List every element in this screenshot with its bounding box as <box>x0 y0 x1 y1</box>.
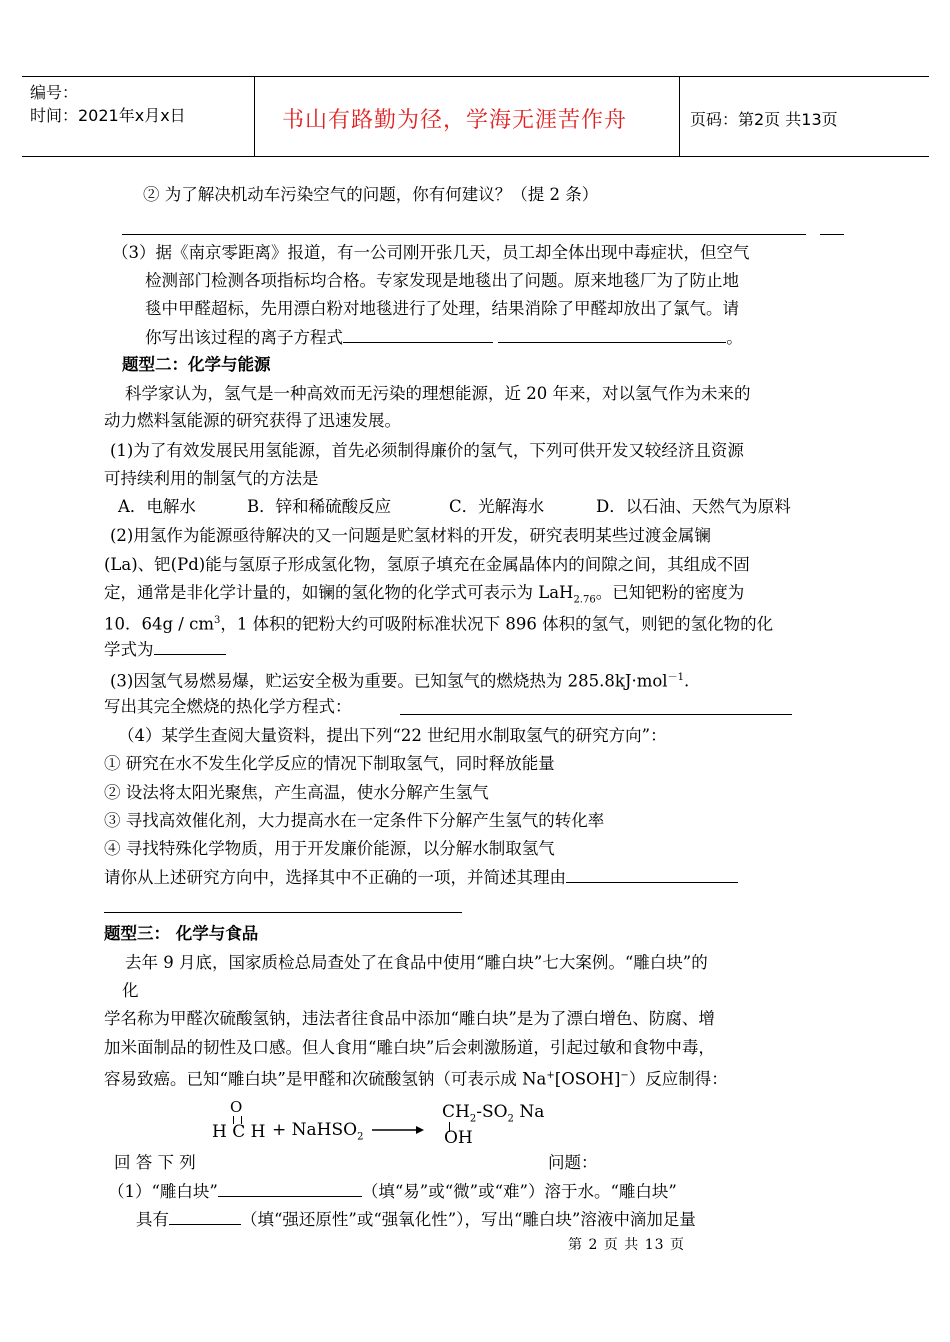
product-so: -SO <box>476 1102 508 1122</box>
fill-line-2-text: 具有 <box>136 1210 169 1229</box>
solubility-blank[interactable] <box>218 1180 362 1197</box>
product-na: Na <box>513 1102 545 1122</box>
q4-item-2: ② 设法将太阳光聚焦，产生高温，使水分解产生氢气 <box>104 783 489 802</box>
reason-blank-line-2[interactable] <box>104 912 462 913</box>
section-title-3: 题型三： 化学与食品 <box>104 924 259 943</box>
reaction-arrow-icon <box>372 1124 424 1136</box>
q2-line-c <box>104 582 744 611</box>
property-blank[interactable] <box>169 1208 241 1225</box>
thermo-equation-blank[interactable] <box>400 714 792 715</box>
product-ch-sub: 2 <box>469 1113 477 1125</box>
reagent-sub: 2 <box>357 1131 364 1143</box>
answer-prompt-right: 问题： <box>548 1153 598 1172</box>
equation-product-top <box>442 1102 544 1124</box>
p3-line-d <box>104 1065 728 1091</box>
fill-line-1 <box>108 1180 677 1203</box>
q3-heat-end: . <box>683 671 690 691</box>
q2-line-e <box>104 638 226 661</box>
q3-heat-line-b <box>104 696 352 718</box>
p1-line-a: 科学家认为，氢气是一种高效而无污染的理想能源，近 20 年来，对以氢气作为未来的 <box>125 384 751 403</box>
option-c: C．光解海水 <box>449 497 545 516</box>
q3-line-d-end: 。 <box>726 328 743 347</box>
p3-line-c: 加米面制品的韧性及口感。但人食用“雕白块”后会刺激肠道，引起过敏和食物中毒， <box>104 1038 715 1057</box>
header-top-rule <box>22 76 929 77</box>
q3-line-b: 检测部门检测各项指标均合格。专家发现是地毯出了问题。原来地毯厂为了防止地 <box>145 271 739 290</box>
q3-heat-b-text: 写出其完全燃烧的热化学方程式： <box>104 697 352 716</box>
q3-line-a: （3）据《南京零距离》报道，有一公司刚开张几天，员工却全体出现中毒症状，但空气 <box>112 243 750 262</box>
header-divider-left <box>254 76 255 156</box>
q3-line-c: 毯中甲醛超标，先用漂白粉对地毯进行了处理，结果消除了甲醛却放出了氯气。请 <box>145 299 739 318</box>
fill-line-2 <box>136 1208 696 1231</box>
q2-line-c-sub: 2.76 <box>573 594 596 606</box>
q2-line-a: (2)用氢作为能源亟待解决的又一问题是贮氢材料的开发，研究表明某些过渡金属镧 <box>110 526 711 545</box>
q4-item-1: ① 研究在水不发生化学反应的情况下制取氢气，同时释放能量 <box>104 754 555 773</box>
answer-prompt-left: 回 答 下 列 <box>114 1153 196 1172</box>
option-d: D．以石油、天然气为原料 <box>596 497 791 516</box>
fill-line-2-end: （填“强还原性”或“强氧化性”），写出“雕白块”溶液中滴加足量 <box>241 1210 696 1229</box>
option-a: A．电解水 <box>118 497 196 516</box>
q3-heat-sup: －1 <box>667 672 684 683</box>
q4-ask <box>104 866 738 889</box>
page-label: 页码：第2页 共13页 <box>690 110 838 129</box>
p3-line-d-text: 容易致癌。已知“雕白块”是甲醛和次硫酸氢钠（可表示成 Na <box>104 1069 547 1089</box>
q2-line-d-sup: 3 <box>214 615 221 626</box>
hydride-formula-blank[interactable] <box>154 638 226 655</box>
equation-o: O <box>230 1098 243 1116</box>
q4-item-3: ③ 寻找高效催化剂，大力提高水在一定条件下分解产生氢气的转化率 <box>104 811 605 830</box>
q3-line-d <box>145 326 743 349</box>
q2-line-e-text: 学式为 <box>104 640 154 659</box>
q2-line-c-end: 。已知钯粉的密度为 <box>595 583 745 602</box>
q4-ask-text: 请你从上述研究方向中，选择其中不正确的一项，并简述其理由 <box>104 868 566 887</box>
p3-line-a: 去年 9 月底，国家质检总局查处了在食品中使用“雕白块”七大案例。“雕白块”的 <box>125 953 708 972</box>
q4-item-4: ④ 寻找特殊化学物质，用于开发廉价能源，以分解水制取氢气 <box>104 839 555 858</box>
reagent-text: + NaHSO <box>272 1120 358 1140</box>
ionic-equation-blank-2[interactable] <box>498 326 726 343</box>
page-footer: 第 2 页 共 13 页 <box>568 1237 685 1253</box>
product-so-sub: 2 <box>507 1113 514 1125</box>
header-bottom-rule <box>22 156 929 157</box>
equation-product-oh: OH <box>444 1128 473 1148</box>
q3-line-d-text: 你写出该过程的离子方程式 <box>145 328 343 347</box>
q2-line-d-end: ，1 体积的钯粉大约可吸附标准状况下 896 体积的氢气，则钯的氢化物的化 <box>220 614 774 634</box>
number-label: 编号： <box>30 83 79 102</box>
fill-line-1-end: （填“易”或“微”或“难”）溶于水。“雕白块” <box>361 1182 677 1201</box>
question-2-suggestion: ② 为了解决机动车污染空气的问题，你有何建议？（提 2 条） <box>143 185 599 204</box>
equation-formaldehyde: H C H <box>212 1122 266 1142</box>
q3-heat-line-a <box>110 667 689 693</box>
q4-intro: （4）某学生查阅大量资料，提出下列“22 世纪用水制取氢气的研究方向”： <box>118 726 667 745</box>
q2-line-b: (La)、钯(Pd)能与氢原子形成氢化物，氢原子填充在金属晶体内的间隙之间，其组成不固 <box>104 555 750 574</box>
q2-line-d-text: 10．64g / cm <box>104 614 214 634</box>
q3-heat-text: (3)因氢气易燃易爆，贮运安全极为重要。已知氢气的燃烧热为 285.8kJ·mol <box>110 671 668 691</box>
p1-line-b: 动力燃料氢能源的研究获得了迅速发展。 <box>104 411 401 430</box>
answer-blank <box>122 234 806 235</box>
header-divider-right <box>679 76 680 156</box>
reason-blank[interactable] <box>566 866 738 883</box>
p3-line-d-sup: + <box>546 1070 555 1081</box>
q2-line-c-text: 定，通常是非化学计量的，如镧的氢化物的化学式可表示为 LaH <box>104 583 574 602</box>
ionic-equation-blank-1[interactable] <box>343 326 493 343</box>
q2-line-d <box>104 610 773 636</box>
motto: 书山有路勤为径，学海无涯苦作舟 <box>282 108 628 133</box>
time-label: 时间：2021年x月x日 <box>30 106 186 125</box>
p3-line-b: 学名称为甲醛次硫酸氢钠，违法者往食品中添加“雕白块”是为了漂白增色、防腐、增 <box>104 1009 715 1028</box>
answer-blank-short <box>820 234 844 235</box>
q1-line-a: (1)为了有效发展民用氢能源，首先必须制得廉价的氢气，下列可供开发又较经济且资源 <box>110 441 744 460</box>
p3-line-d-end: ）反应制得： <box>628 1069 728 1089</box>
section-title-2: 题型二：化学与能源 <box>122 355 271 374</box>
p3-line-a2: 化 <box>122 981 139 1000</box>
p3-line-d-mid: [OSOH] <box>554 1069 621 1089</box>
product-ch: CH <box>442 1102 470 1122</box>
q1-line-b: 可持续利用的制氢气的方法是 <box>104 469 319 488</box>
equation-plus-reagent <box>272 1120 363 1142</box>
p3-line-d-sup2: − <box>620 1070 629 1081</box>
fill-line-1-text: （1）“雕白块” <box>108 1182 218 1201</box>
option-b: B．锌和稀硫酸反应 <box>247 497 392 516</box>
